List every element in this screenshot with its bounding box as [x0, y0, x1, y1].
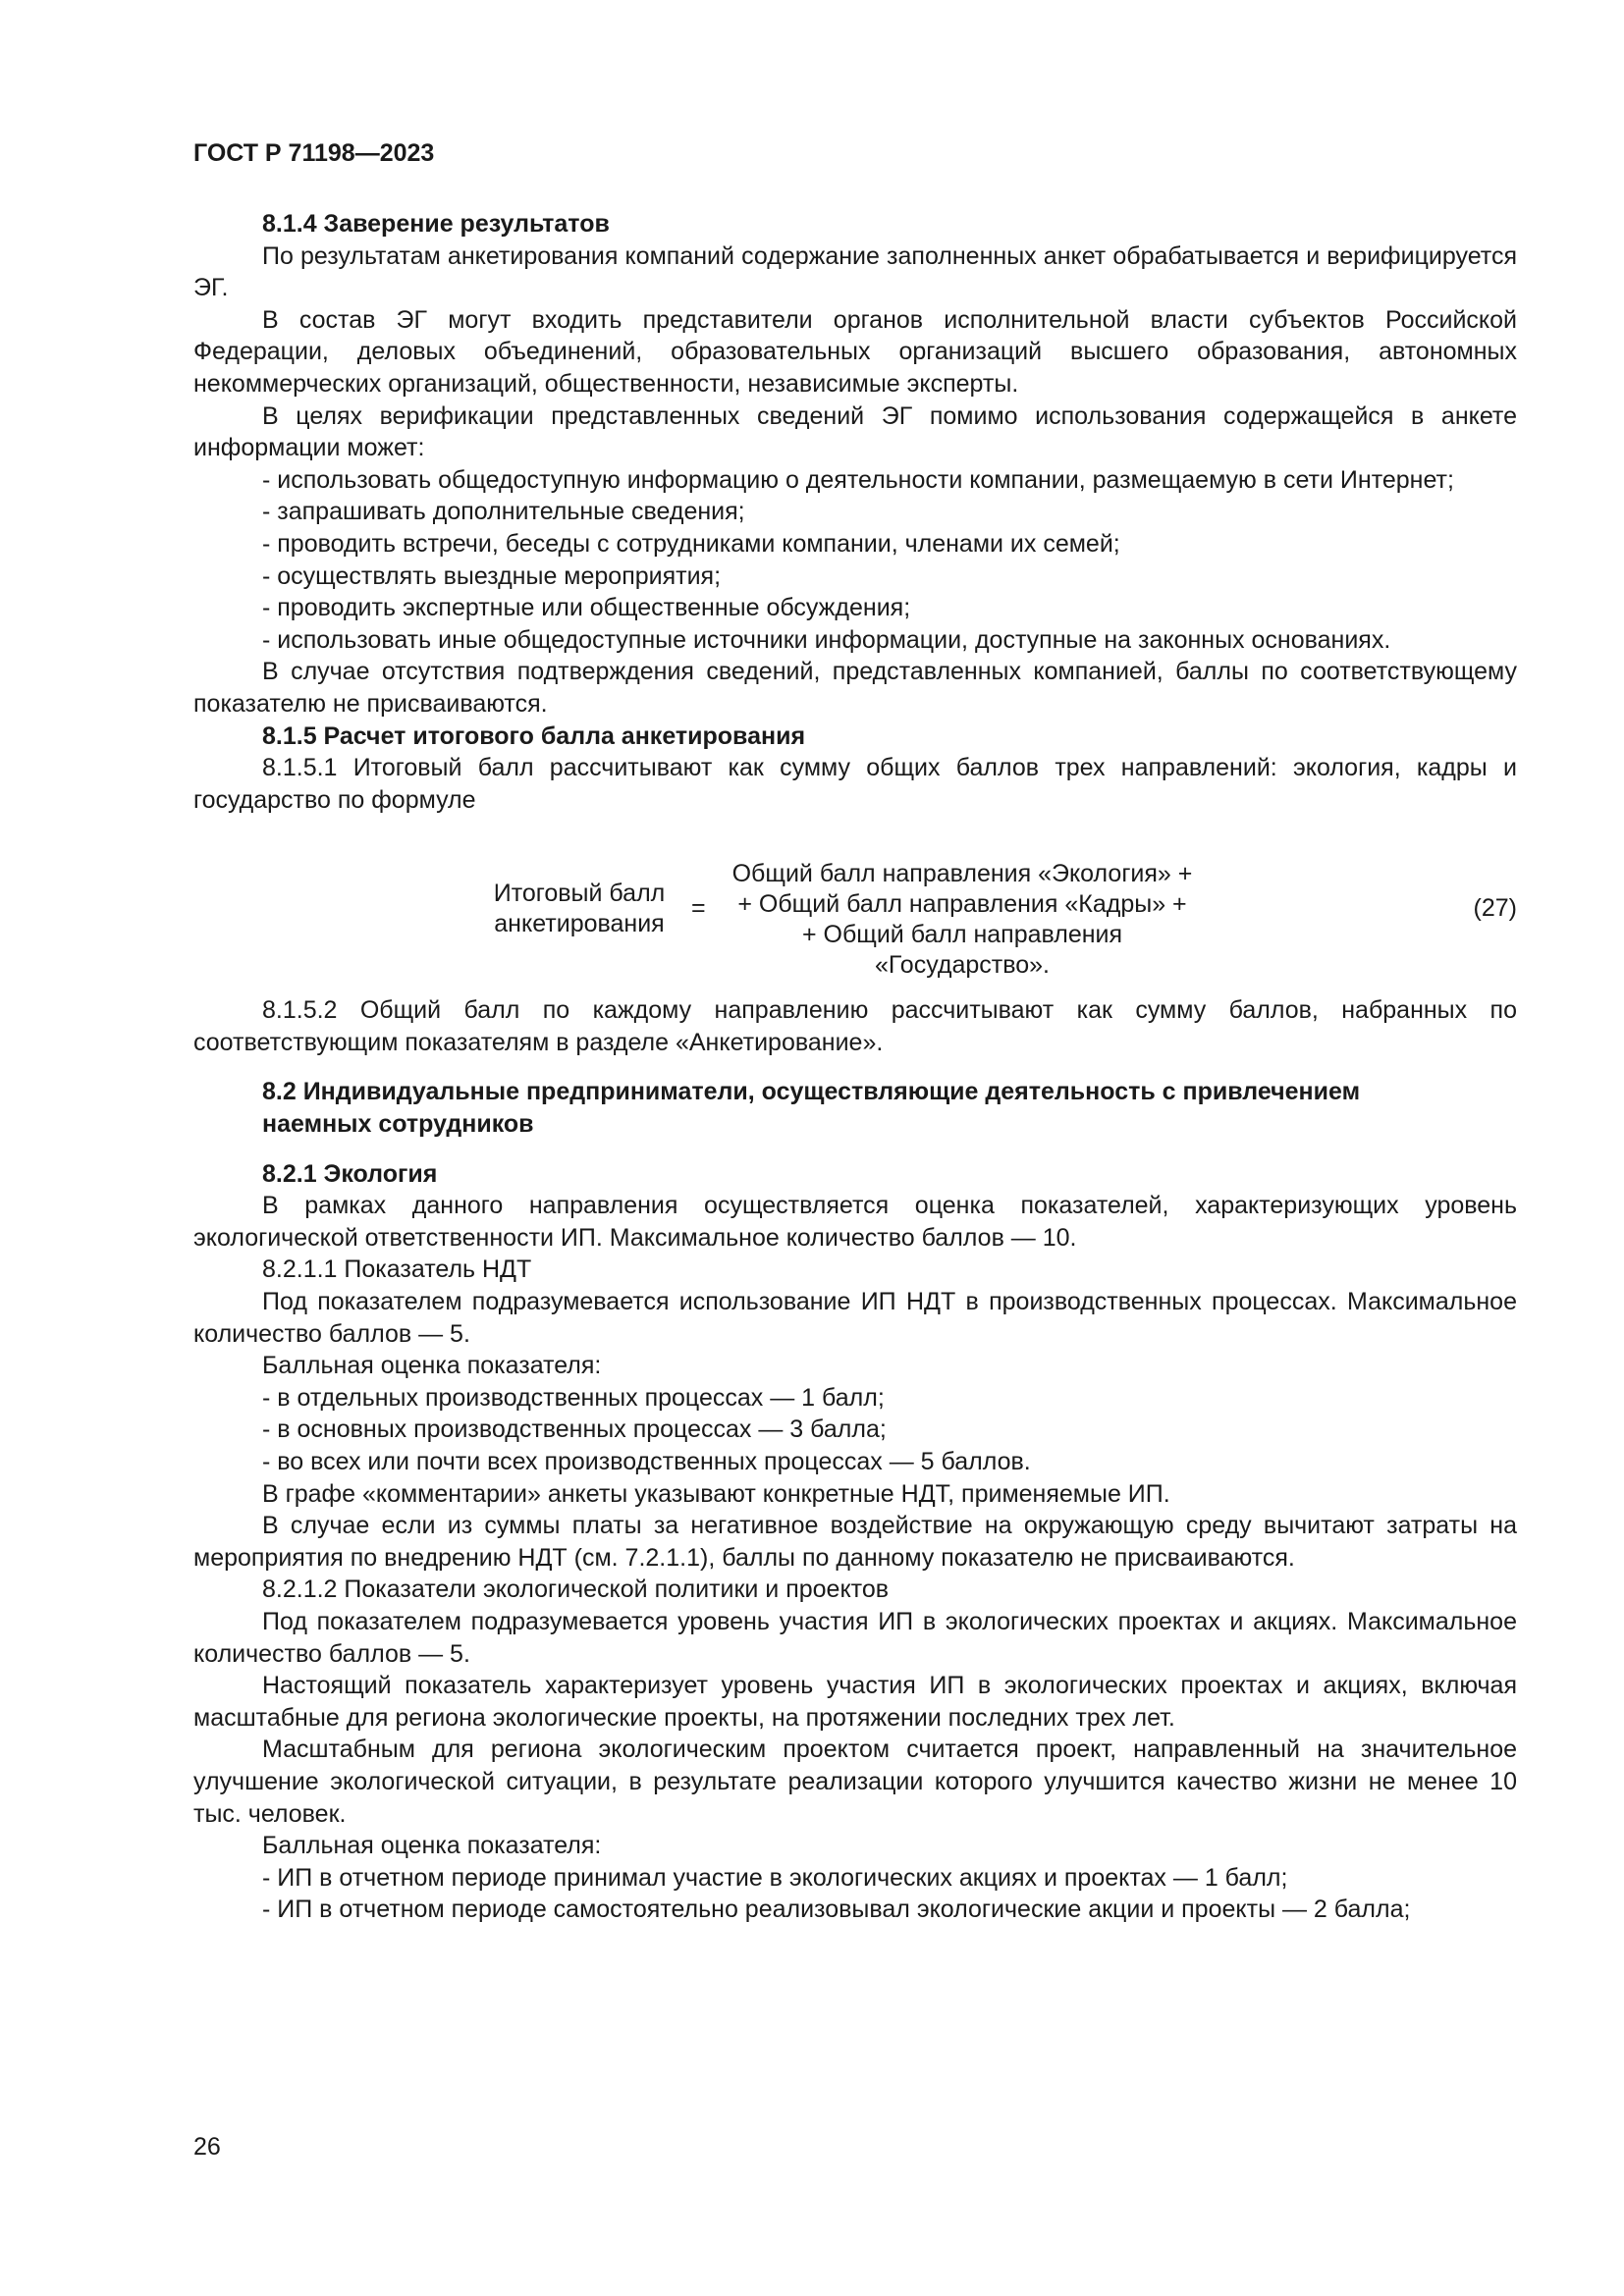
- list-item: - проводить встречи, беседы с сотрудниками компании, членами их семей;: [262, 529, 1120, 558]
- formula-rhs-line: Общий балл направления «Экология» +: [731, 860, 1193, 888]
- heading-8-1-5: 8.1.5 Расчет итогового балла анкетирования: [262, 721, 806, 750]
- formula-27: [193, 822, 1517, 994]
- paragraph: В случае отсутствия подтверждения сведений, представленных компанией, баллы по соответствующему показателю не присваиваются.: [193, 658, 1517, 718]
- heading-8-2-line: наемных сотрудников: [262, 1110, 534, 1139]
- list-item: - осуществлять выездные мероприятия;: [262, 561, 722, 590]
- formula-lhs-line: Итоговый балл: [493, 880, 666, 908]
- list-item: - во всех или почти всех производственных процессах — 5 баллов.: [262, 1448, 1031, 1475]
- document-code: ГОСТ Р 71198—2023: [193, 139, 435, 167]
- page-number: 26: [193, 2133, 221, 2161]
- formula-rhs: [717, 859, 1208, 981]
- list-item: - использовать иные общедоступные источники информации, доступные на законных основаниях.: [262, 625, 1391, 654]
- formula-rhs-line: + Общий балл направления «Кадры» +: [737, 890, 1187, 919]
- list-item: - ИП в отчетном периоде принимал участие в экологических акциях и проектах — 1 балл;: [262, 1863, 1288, 1892]
- paragraph: По результатам анкетирования компаний содержание заполненных анкет обрабатывается и верифицируется ЭГ.: [193, 241, 1517, 302]
- heading-8-2: [193, 1076, 1517, 1140]
- document-page: [193, 137, 1517, 1926]
- paragraph: Балльная оценка показателя:: [262, 1832, 602, 1860]
- list-item: - в отдельных производственных процессах — 1 балл;: [262, 1383, 885, 1412]
- formula-rhs-line: + Общий балл направления «Государство».: [801, 921, 1123, 980]
- heading-8-2-line: 8.2 Индивидуальные предприниматели, осуществляющие деятельность с привлечением: [262, 1078, 1361, 1106]
- paragraph: Под показателем подразумевается использование ИП НДТ в производственных процессах. Максимальное количество баллов — 5.: [193, 1288, 1517, 1348]
- paragraph: Настоящий показатель характеризует уровень участия ИП в экологических проектах и акциях, включая масштабные для региона экологические проекты, на протяжении последних трех лет.: [193, 1672, 1517, 1732]
- formula-lhs: [488, 879, 671, 939]
- heading-8-2-1: 8.2.1 Экология: [262, 1159, 438, 1188]
- paragraph: 8.1.5.1 Итоговый балл рассчитывают как сумму общих баллов трех направлений: экология, кадры и государство по формуле: [193, 754, 1517, 814]
- paragraph: В случае если из суммы платы за негативное воздействие на окружающую среду вычитают затраты на мероприятия по внедрению НДТ (см. 7.2.1.1), баллы по данному показателю не присваиваются.: [193, 1512, 1517, 1572]
- list-item: - ИП в отчетном периоде самостоятельно реализовывал экологические акции и проекты — 2 балла;: [262, 1896, 1411, 1924]
- list-item: - проводить экспертные или общественные обсуждения;: [262, 594, 911, 622]
- paragraph: В целях верификации представленных сведений ЭГ помимо использования содержащейся в анкете информации может:: [193, 401, 1517, 462]
- paragraph: 8.2.1.2 Показатели экологической политики и проектов: [262, 1575, 890, 1604]
- spacer: [193, 1141, 1517, 1158]
- list-item: - использовать общедоступную информацию о деятельности компании, размещаемую в сети Интернет;: [262, 465, 1454, 494]
- section-8-2: [193, 1076, 1517, 1140]
- paragraph: Под показателем подразумевается уровень участия ИП в экологических проектах и акциях. Максимальное количество баллов — 5.: [193, 1607, 1517, 1668]
- formula-number: (27): [1473, 894, 1517, 923]
- section-8-1-5: [193, 721, 1517, 1059]
- section-8-2-1: [193, 1158, 1517, 1926]
- heading-8-1-4: 8.1.4 Заверение результатов: [262, 210, 610, 238]
- list-item: - запрашивать дополнительные сведения;: [262, 498, 745, 526]
- formula-lhs-line: анкетирования: [494, 910, 665, 938]
- paragraph: В графе «комментарии» анкеты указывают конкретные НДТ, применяемые ИП.: [262, 1479, 1170, 1508]
- paragraph: 8.1.5.2 Общий балл по каждому направлению рассчитывают как сумму баллов, набранных по соответствующим показателям в разделе «Анкетирование».: [193, 996, 1517, 1056]
- paragraph: 8.2.1.1 Показатель НДТ: [262, 1255, 532, 1284]
- paragraph: В состав ЭГ могут входить представители органов исполнительной власти субъектов Российской Федерации, деловых объединений, образовательных организаций высшего образования, автономных некоммерческих организаций, общественности, независимые эксперты.: [193, 305, 1517, 398]
- spacer: [193, 1058, 1517, 1076]
- formula-equals: =: [691, 894, 706, 923]
- list-item: - в основных производственных процессах — 3 балла;: [262, 1415, 887, 1444]
- paragraph: В рамках данного направления осуществляется оценка показателей, характеризующих уровень экологической ответственности ИП. Максимальное количество баллов — 10.: [193, 1192, 1517, 1252]
- paragraph: Балльная оценка показателя:: [262, 1352, 602, 1380]
- section-8-1-4: [193, 208, 1517, 721]
- paragraph: Масштабным для региона экологическим проектом считается проект, направленный на значительное улучшение экологической ситуации, в результате реализации которого улучшится качество жизни не менее 10 тыс. человек.: [193, 1735, 1517, 1828]
